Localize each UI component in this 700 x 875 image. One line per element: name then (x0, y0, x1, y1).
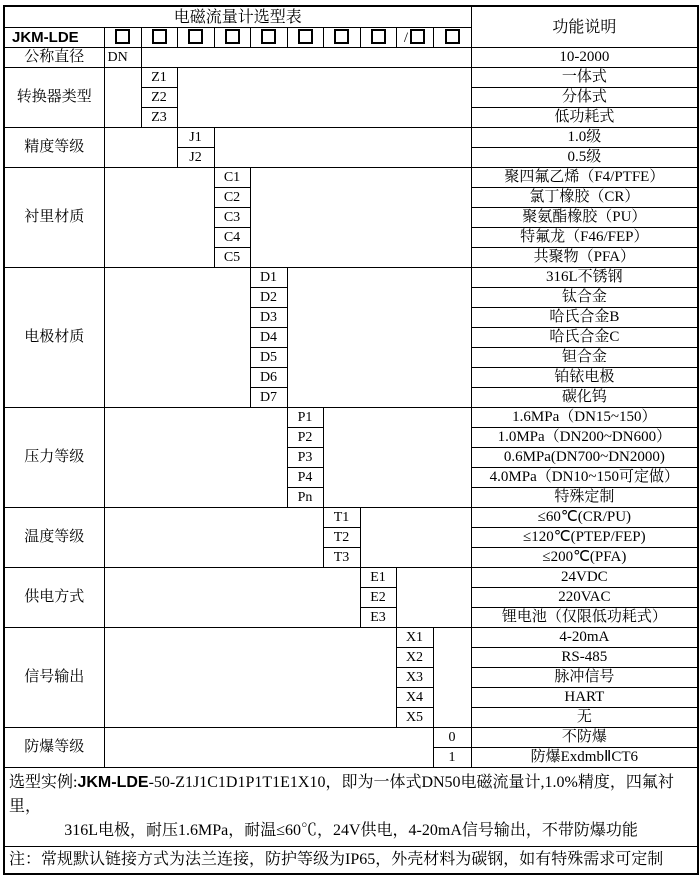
function-value: 特殊定制 (471, 488, 698, 508)
code-cell: J2 (177, 148, 214, 168)
code-cell: P2 (287, 428, 323, 448)
code-cell: Pn (287, 488, 323, 508)
model-code-cell-3 (177, 28, 214, 48)
function-value: ≤60℃(CR/PU) (471, 508, 698, 528)
empty-cell (177, 68, 471, 128)
checkbox-icon (371, 29, 386, 44)
empty-cell (323, 408, 471, 508)
function-value: 低功耗式 (471, 108, 698, 128)
category-label: 温度等级 (4, 508, 104, 568)
code-cell: C3 (214, 208, 250, 228)
code-cell: P3 (287, 448, 323, 468)
function-value: ≤200℃(PFA) (471, 548, 698, 568)
code-cell: P4 (287, 468, 323, 488)
function-value: 哈氏合金B (471, 308, 698, 328)
code-cell: D6 (250, 368, 287, 388)
function-column-header: 功能说明 (471, 6, 698, 48)
empty-cell (104, 68, 141, 128)
model-code-cell-5 (250, 28, 287, 48)
selection-example-note (4, 768, 698, 847)
code-cell: D4 (250, 328, 287, 348)
function-value: 4.0MPa（DN10~150可定做） (471, 468, 698, 488)
category-label: 供电方式 (4, 568, 104, 628)
code-cell: E1 (360, 568, 396, 588)
code-cell: X3 (396, 668, 433, 688)
section-row (4, 68, 698, 88)
code-cell: C1 (214, 168, 250, 188)
model-code-cell-10 (433, 28, 471, 48)
section-row (4, 568, 698, 588)
category-label: 公称直径 (4, 48, 104, 68)
function-value: 1.0MPa（DN200~DN600） (471, 428, 698, 448)
remark-note: 注：常规默认链接方式为法兰连接，防护等级为IP65，外壳材料为碳钢，如有特殊需求可定制 (4, 847, 698, 875)
function-value: 0.5级 (471, 148, 698, 168)
code-cell: T2 (323, 528, 360, 548)
function-value: RS-485 (471, 648, 698, 668)
section-row (4, 128, 698, 148)
code-cell: Z3 (141, 108, 177, 128)
section-row (4, 628, 698, 648)
code-cell: DN (104, 48, 141, 68)
function-value: 一体式 (471, 68, 698, 88)
code-cell: C2 (214, 188, 250, 208)
model-code-cell-4 (214, 28, 250, 48)
function-value: 24VDC (471, 568, 698, 588)
function-value: HART (471, 688, 698, 708)
empty-cell (433, 628, 471, 728)
slash-separator: / (403, 29, 409, 46)
empty-cell (250, 168, 471, 268)
section-row (4, 48, 698, 68)
function-value: 分体式 (471, 88, 698, 108)
function-value: 铂铱电极 (471, 368, 698, 388)
header-row (4, 6, 698, 28)
function-value: 防爆ExdmbⅡCT6 (471, 748, 698, 768)
code-cell: 0 (433, 728, 471, 748)
code-cell: D2 (250, 288, 287, 308)
empty-cell (214, 128, 471, 168)
section-row (4, 268, 698, 288)
empty-cell (104, 408, 287, 508)
code-cell: T1 (323, 508, 360, 528)
category-label: 电极材质 (4, 268, 104, 408)
function-value: 氯丁橡胶（CR） (471, 188, 698, 208)
code-cell: X1 (396, 628, 433, 648)
example-note-row (4, 768, 698, 847)
empty-cell (141, 48, 471, 68)
empty-cell (360, 508, 471, 568)
function-value: 脉冲信号 (471, 668, 698, 688)
category-label: 衬里材质 (4, 168, 104, 268)
function-value: 不防爆 (471, 728, 698, 748)
code-cell: P1 (287, 408, 323, 428)
function-value: 220VAC (471, 588, 698, 608)
category-label: 转换器类型 (4, 68, 104, 128)
empty-cell (104, 568, 360, 628)
category-label: 压力等级 (4, 408, 104, 508)
category-label: 信号输出 (4, 628, 104, 728)
empty-cell (104, 508, 323, 568)
code-cell: X2 (396, 648, 433, 668)
table-title: 电磁流量计选型表 (4, 6, 471, 28)
code-cell: X5 (396, 708, 433, 728)
code-cell: E3 (360, 608, 396, 628)
section-row (4, 728, 698, 748)
function-value: 碳化钨 (471, 388, 698, 408)
checkbox-icon (188, 29, 203, 44)
model-code-cell-2 (141, 28, 177, 48)
model-code-cell-1 (104, 28, 141, 48)
code-cell: J1 (177, 128, 214, 148)
function-value: 1.6MPa（DN15~150） (471, 408, 698, 428)
selection-table (3, 5, 699, 875)
function-value: 聚四氟乙烯（F4/PTFE） (471, 168, 698, 188)
example-rest: -50-Z1J1C1D1P1T1E1X10，即为一体式DN50电磁流量计,1.0%精度，四氟衬里， (9, 774, 674, 815)
code-cell: T3 (323, 548, 360, 568)
category-label: 防爆等级 (4, 728, 104, 768)
category-label: 精度等级 (4, 128, 104, 168)
code-cell: C5 (214, 248, 250, 268)
section-row (4, 168, 698, 188)
function-value: 1.0级 (471, 128, 698, 148)
example-line1 (9, 771, 693, 819)
example-line2: 316L电极，耐压1.6MPa，耐温≤60℃，24V供电，4-20mA信号输出，不带防爆功能 (64, 822, 638, 839)
empty-cell (104, 628, 396, 728)
function-value: 聚氨酯橡胶（PU） (471, 208, 698, 228)
checkbox-icon (334, 29, 349, 44)
model-code-cell-9 (396, 28, 433, 48)
model-code-cell-6 (287, 28, 323, 48)
checkbox-icon (410, 29, 425, 44)
section-row (4, 508, 698, 528)
function-value: 316L不锈钢 (471, 268, 698, 288)
code-cell: X4 (396, 688, 433, 708)
checkbox-icon (152, 29, 167, 44)
function-value: 无 (471, 708, 698, 728)
function-value: ≤120℃(PTEP/FEP) (471, 528, 698, 548)
code-cell: D7 (250, 388, 287, 408)
checkbox-icon (261, 29, 276, 44)
example-prefix: 选型实例: (9, 774, 78, 791)
code-cell: 1 (433, 748, 471, 768)
code-cell: Z1 (141, 68, 177, 88)
empty-cell (104, 268, 250, 408)
checkbox-icon (115, 29, 130, 44)
empty-cell (104, 728, 433, 768)
function-value: 锂电池（仅限低功耗式） (471, 608, 698, 628)
function-value: 4-20mA (471, 628, 698, 648)
function-value: 共聚物（PFA） (471, 248, 698, 268)
function-value: 特氟龙（F46/FEP） (471, 228, 698, 248)
code-cell: D3 (250, 308, 287, 328)
model-prefix: JKM-LDE (4, 28, 104, 48)
code-cell: Z2 (141, 88, 177, 108)
checkbox-icon (225, 29, 240, 44)
model-code-cell-8 (360, 28, 396, 48)
code-cell: D1 (250, 268, 287, 288)
checkbox-icon (445, 29, 460, 44)
example-model-code: JKM-LDE (77, 774, 149, 791)
empty-cell (104, 168, 214, 268)
function-value: 10-2000 (471, 48, 698, 68)
model-code-cell-7 (323, 28, 360, 48)
empty-cell (396, 568, 471, 628)
function-value: 0.6MPa(DN700~DN2000) (471, 448, 698, 468)
code-cell: C4 (214, 228, 250, 248)
code-cell: E2 (360, 588, 396, 608)
empty-cell (104, 128, 177, 168)
checkbox-icon (298, 29, 313, 44)
code-cell: D5 (250, 348, 287, 368)
function-value: 哈氏合金C (471, 328, 698, 348)
remark-note-row (4, 847, 698, 875)
function-value: 钛合金 (471, 288, 698, 308)
empty-cell (287, 268, 471, 408)
section-row (4, 408, 698, 428)
function-value: 钽合金 (471, 348, 698, 368)
